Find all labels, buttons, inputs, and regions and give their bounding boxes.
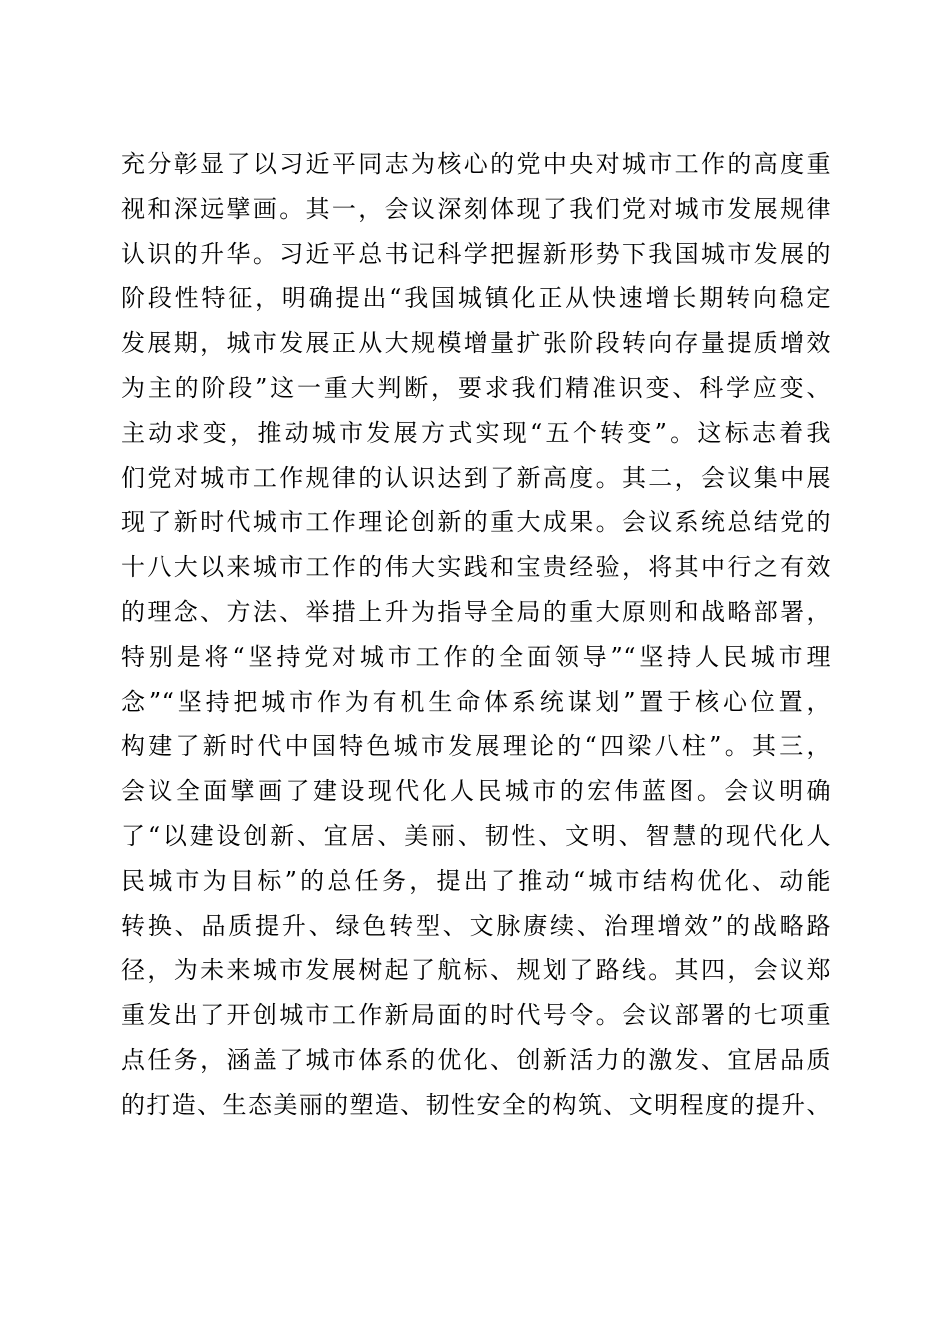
text-line: 会议全面擘画了建设现代化人民城市的宏伟蓝图。会议明确 <box>121 777 831 806</box>
body-text <box>121 142 831 1128</box>
text-line: 的打造、生态美丽的塑造、韧性安全的构筑、文明程度的提升、 <box>121 1090 831 1119</box>
text-line: 转换、品质提升、绿色转型、文脉赓续、治理增效”的战略路 <box>121 911 831 940</box>
text-line: 重发出了开创城市工作新局面的时代号令。会议部署的七项重 <box>121 1001 831 1030</box>
text-line: 现了新时代城市工作理论创新的重大成果。会议系统总结党的 <box>121 508 831 537</box>
text-line: 充分彰显了以习近平同志为核心的党中央对城市工作的高度重 <box>121 150 831 178</box>
text-line: 视和深远擘画。其一，会议深刻体现了我们党对城市发展规律 <box>121 194 831 223</box>
text-line: 们党对城市工作规律的认识达到了新高度。其二，会议集中展 <box>121 463 831 492</box>
text-line: 构建了新时代中国特色城市发展理论的“四梁八柱”。其三， <box>121 732 831 761</box>
text-line: 十八大以来城市工作的伟大实践和宝贵经验，将其中行之有效 <box>121 553 831 582</box>
text-line: 阶段性特征，明确提出“我国城镇化正从快速增长期转向稳定 <box>121 284 831 313</box>
text-line: 念”“坚持把城市作为有机生命体系统谋划”置于核心位置， <box>121 687 831 716</box>
text-line: 认识的升华。习近平总书记科学把握新形势下我国城市发展的 <box>121 239 831 268</box>
text-line: 点任务，涵盖了城市体系的优化、创新活力的激发、宜居品质 <box>121 1045 831 1074</box>
text-line: 主动求变，推动城市发展方式实现“五个转变”。这标志着我 <box>121 418 831 447</box>
text-line: 特别是将“坚持党对城市工作的全面领导”“坚持人民城市理 <box>121 642 831 671</box>
text-line: 民城市为目标”的总任务，提出了推动“城市结构优化、动能 <box>121 866 831 895</box>
text-line: 为主的阶段”这一重大判断，要求我们精准识变、科学应变、 <box>121 373 831 402</box>
text-line: 径，为未来城市发展树起了航标、规划了路线。其四，会议郑 <box>121 956 831 985</box>
text-line: 发展期，城市发展正从大规模增量扩张阶段转向存量提质增效 <box>121 329 831 358</box>
text-line: 的理念、方法、举措上升为指导全局的重大原则和战略部署， <box>121 597 831 626</box>
text-line: 了“以建设创新、宜居、美丽、韧性、文明、智慧的现代化人 <box>121 821 831 850</box>
